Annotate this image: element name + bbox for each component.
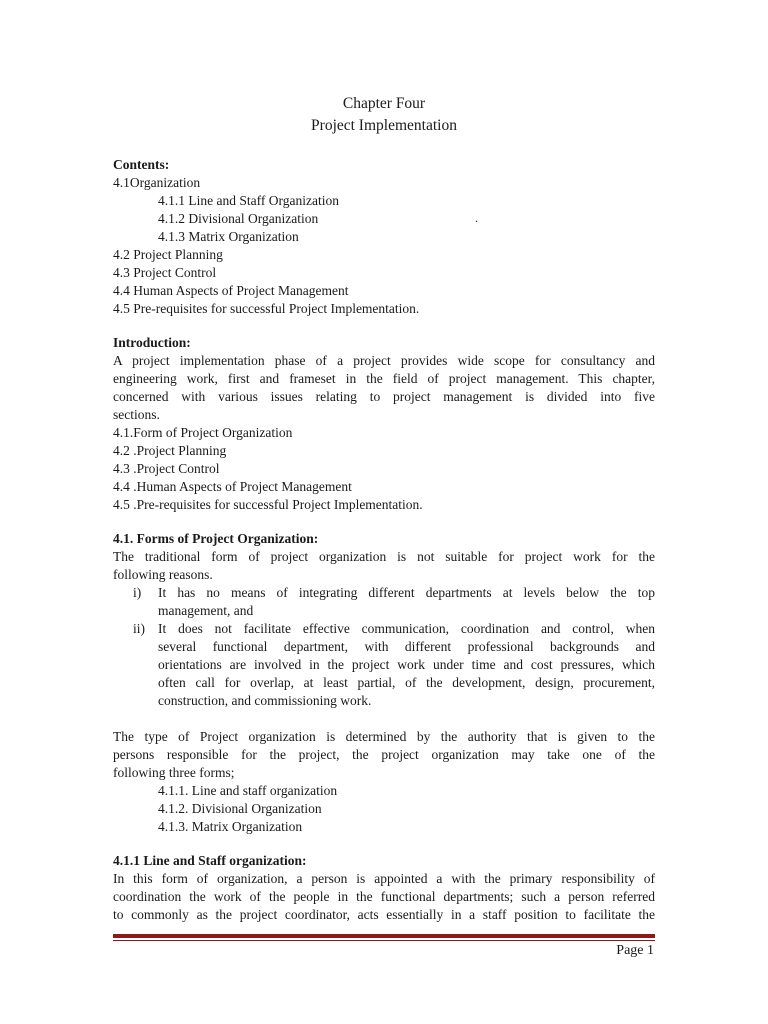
contents-item: 4.1Organization: [113, 175, 201, 190]
reason-line: management, and: [158, 603, 254, 618]
introduction-heading: Introduction:: [113, 335, 191, 350]
chapter-number: Chapter Four: [342, 95, 426, 112]
introduction-list-item: 4.4 .Human Aspects of Project Management: [113, 479, 352, 494]
contents-item: 4.2 Project Planning: [113, 247, 223, 262]
forms-line: following reasons.: [113, 567, 213, 582]
line-staff-line: coordination the work of the people in the functional departments; such a person referred: [113, 889, 655, 904]
forms-heading: 4.1. Forms of Project Organization:: [113, 531, 319, 546]
reason-line: often call for overlap, at least partial, of the development, design, procurement,: [158, 675, 655, 690]
contents-item: 4.4 Human Aspects of Project Management: [113, 283, 349, 298]
forms-type-line: persons responsible for the project, the project organization may take one of the: [113, 747, 655, 762]
forms-type-line: The type of Project organization is determined by the authority that is given to the: [113, 729, 655, 744]
introduction-line: concerned with various issues relating to project management is divided into five: [113, 389, 655, 404]
reason-line: It does not facilitate effective communication, coordination and control, when: [158, 621, 655, 636]
contents-heading: Contents:: [113, 157, 170, 172]
footer-rule-thick: [113, 934, 655, 938]
chapter-title: Project Implementation: [311, 117, 457, 134]
reason-line: orientations are involved in the project work under time and cost pressures, which: [158, 657, 655, 672]
reason-line: construction, and commissioning work.: [158, 693, 372, 708]
introduction-line: sections.: [113, 407, 160, 422]
forms-list-item: 4.1.3. Matrix Organization: [158, 819, 303, 834]
forms-list-item: 4.1.1. Line and staff organization: [158, 783, 338, 798]
introduction-line: A project implementation phase of a project provides wide scope for consultancy and: [113, 353, 655, 368]
introduction-line: engineering work, first and frameset in the field of project management. This chapter,: [113, 371, 655, 386]
introduction-list-item: 4.1.Form of Project Organization: [113, 425, 293, 440]
introduction-list-item: 4.5 .Pre-requisites for successful Project Implementation.: [113, 497, 423, 512]
line-staff-line: In this form of organization, a person is appointed a with the primary responsibility of: [113, 871, 655, 886]
contents-item: 4.1.2 Divisional Organization: [158, 211, 319, 226]
introduction-list-item: 4.3 .Project Control: [113, 461, 220, 476]
reason-line: It has no means of integrating different departments at levels below the top: [158, 585, 655, 600]
stray-dot: .: [475, 211, 478, 225]
reason-numeral: ii): [133, 621, 145, 636]
contents-item: 4.5 Pre-requisites for successful Project Implementation.: [113, 301, 420, 316]
contents-item: 4.3 Project Control: [113, 265, 217, 280]
line-staff-heading: 4.1.1 Line and Staff organization:: [113, 853, 307, 868]
reason-numeral: i): [133, 585, 142, 600]
forms-type-line: following three forms;: [113, 765, 235, 780]
contents-item: 4.1.3 Matrix Organization: [158, 229, 299, 244]
forms-list-item: 4.1.2. Divisional Organization: [158, 801, 322, 816]
introduction-list-item: 4.2 .Project Planning: [113, 443, 227, 458]
page-number: Page 1: [616, 943, 654, 958]
forms-line: The traditional form of project organization is not suitable for project work for the: [113, 549, 655, 564]
contents-item: 4.1.1 Line and Staff Organization: [158, 193, 339, 208]
line-staff-line: to commonly as the project coordinator, acts essentially in a staff position to facilitate the: [113, 907, 655, 922]
reason-line: several functional department, with different professional backgrounds and: [158, 639, 655, 654]
footer-rule-thin: [113, 940, 655, 941]
